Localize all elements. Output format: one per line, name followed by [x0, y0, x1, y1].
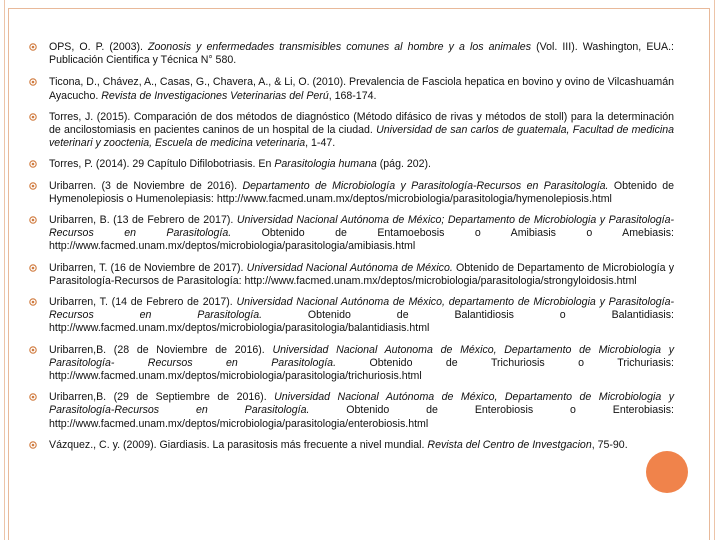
reference-item: [29, 76, 674, 102]
reference-item: [29, 111, 674, 151]
reference-text: Vázquez., C. y. (2009). Giardiasis. La parasitosis más frecuente a nivel mundial.: [49, 438, 428, 451]
reference-source: Revista del Centro de Investgacion: [427, 438, 592, 451]
circle-bullet-icon: [29, 441, 37, 449]
reference-source: Universidad Nacional Autónoma de México.: [246, 261, 453, 274]
reference-text: Obtenido de Departamento de Microbiología y Parasitología-Recursos de Parasitología: http://www.facmed.unam.mx/deptos/microbiologia/parasitologia/strongyloidosis.html: [49, 261, 674, 287]
reference-text: Uribarren. (3 de Noviembre de 2016).: [49, 179, 243, 192]
reference-source: Universidad Nacional Autónoma de México, Departamento de Microbiologia y Parasitología-Recursos en Parasitología.: [49, 391, 674, 417]
reference-item: [29, 262, 674, 288]
reference-item: [29, 344, 674, 384]
circle-bullet-icon: [29, 393, 37, 401]
reference-source: Universidad de san carlos de guatemala, Facultad de medicina veterinari y zooctenia, Escuela de medicina veterinaria: [49, 124, 674, 150]
reference-text: OPS, O. P. (2003).: [49, 41, 149, 53]
accent-circle: [646, 451, 688, 493]
reference-text: Uribarren, T. (16 de Noviembre de 2017).: [49, 261, 247, 274]
circle-bullet-icon: [29, 264, 37, 272]
reference-text: Uribarren, B. (13 de Febrero de 2017).: [49, 214, 237, 227]
circle-bullet-icon: [29, 113, 37, 121]
reference-text: Uribarren,B. (28 de Noviembre de 2016).: [49, 343, 273, 356]
reference-source: Universidad Nacional Autónoma de México, departamento de Microbiologia y Parasitología-Recursos en Parasitología.: [49, 296, 675, 322]
reference-text: Obtenido de Trichuriosis o Trichuriasis: http://www.facmed.unam.mx/deptos/microbiologia/parasitologia/trichuriosis.html: [49, 356, 675, 383]
reference-text: Torres, P. (2014). 29 Capítulo Difilobotriasis. En: [49, 158, 275, 171]
circle-bullet-icon: [29, 182, 37, 190]
reference-item: [29, 439, 674, 452]
circle-bullet-icon: [29, 216, 37, 224]
circle-bullet-icon: [29, 43, 37, 51]
circle-bullet-icon: [29, 78, 37, 86]
reference-text: Obtenido de Balantidiosis o Balantidiasis: http://www.facmed.unam.mx/deptos/microbiologia/parasitologia/balantidiasis.html: [49, 309, 674, 335]
reference-item: [29, 180, 674, 206]
reference-source: Zoonosis y enfermedades transmisibles comunes al hombre y a los animales: [148, 41, 531, 53]
reference-source: Parasitologia humana: [274, 158, 377, 171]
reference-item: [29, 158, 674, 171]
reference-item: [29, 214, 674, 254]
left-decor-line: [4, 0, 5, 540]
reference-item: [29, 391, 674, 431]
reference-text: (pág. 202).: [376, 158, 431, 171]
reference-text: Obtenido de Hymenolepiosis o Humenolepiasis: http://www.facmed.unam.mx/deptos/microbiologia/parasitologia/hymenolepiosis.html: [49, 179, 674, 205]
reference-text: Uribarren, T. (14 de Febrero de 2017).: [49, 296, 237, 309]
reference-item: [29, 41, 674, 67]
circle-bullet-icon: [29, 160, 37, 168]
reference-text: , 1-47.: [305, 137, 336, 150]
reference-text: , 168-174.: [328, 89, 377, 102]
reference-text: , 75-90.: [591, 438, 628, 451]
reference-text: Obtenido de Enterobiosis o Enterobiasis: http://www.facmed.unam.mx/deptos/microbiologia/parasitologia/enterobiosis.html: [49, 404, 674, 430]
reference-source: Universidad Nacional Autónoma de México; Departamento de Microbiologia y Parasitología-Recursos en Parasitología.: [49, 214, 674, 240]
reference-text: (Vol. III). Washington, EUA.: Publicación Cientifica y Técnica N° 580.: [49, 41, 674, 67]
circle-bullet-icon: [29, 298, 37, 306]
reference-text: Ticona, D., Chávez, A., Casas, G., Chavera, A., & Li, O. (2010). Prevalencia de Fasciola hepatica en bovino y ovino de Vilcashuamán Ayacucho.: [49, 76, 674, 102]
reference-text: Uribarren,B. (29 de Septiembre de 2016).: [49, 391, 275, 404]
circle-bullet-icon: [29, 346, 37, 354]
reference-source: Revista de Investigaciones Veterinarias del Perú: [101, 89, 329, 102]
right-decor-line: [714, 0, 715, 540]
reference-text: Torres, J. (2015). Comparación de dos métodos de diagnóstico (Método difásico de rivas y métodos de stoll) para la determinación de ancilostomiasis en pacientes caninos de un hospital de la ciudad.: [49, 110, 674, 137]
reference-source: Departamento de Microbiología y Parasitología-Recursos en Parasitología.: [242, 179, 609, 192]
reference-source: Universidad Nacional Autonoma de México, Departamento de Microbiologia y Parasitología- Recursos en Parasitología.: [49, 343, 674, 369]
reference-list: [29, 41, 674, 452]
reference-text: Obtenido de Entamoebosis o Amibiasis o Amebiasis: http://www.facmed.unam.mx/deptos/microbiologia/parasitologia/amibiasis.html: [49, 227, 674, 253]
reference-item: [29, 296, 674, 336]
